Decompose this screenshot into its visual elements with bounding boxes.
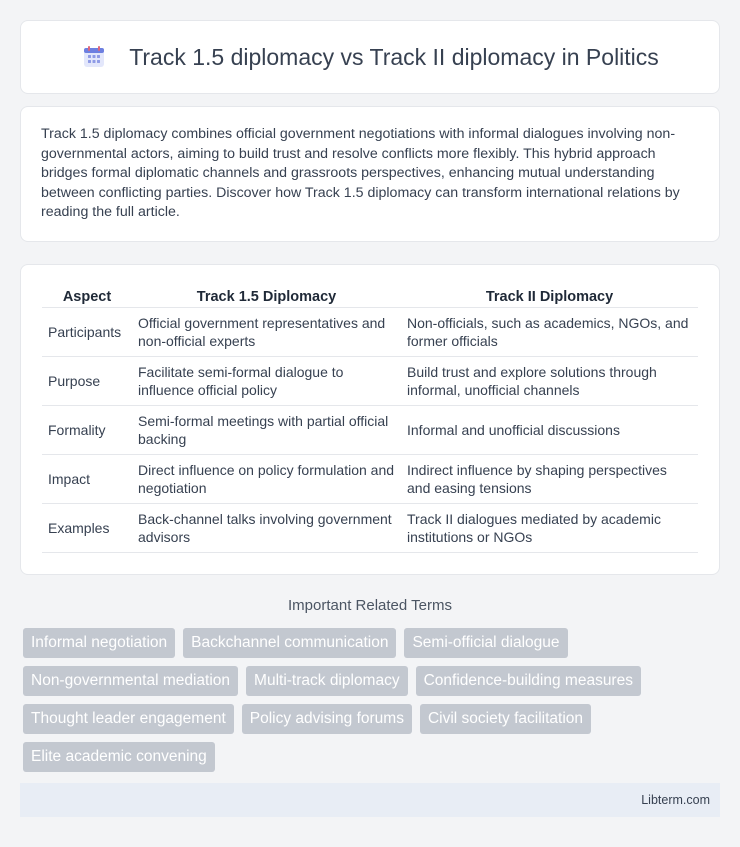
comparison-table-card (20, 264, 720, 575)
related-term-tag[interactable]: Informal negotiation (23, 628, 175, 658)
page-title: Track 1.5 diplomacy vs Track II diplomacy in Politics (129, 43, 659, 70)
table-cell: Non-officials, such as academics, NGOs, and former officials (401, 308, 698, 357)
table-cell: Official government representatives and non-official experts (132, 308, 401, 357)
table-row (42, 504, 698, 553)
table-cell: Direct influence on policy formulation and negotiation (132, 455, 401, 504)
related-term-tag[interactable]: Elite academic convening (23, 742, 215, 772)
table-cell: Track II dialogues mediated by academic institutions or NGOs (401, 504, 698, 553)
related-term-tag[interactable]: Policy advising forums (242, 704, 412, 734)
related-term-tag[interactable]: Thought leader engagement (23, 704, 234, 734)
related-term-tag[interactable]: Confidence-building measures (416, 666, 641, 696)
description-card (20, 106, 720, 242)
column-header: Aspect (42, 285, 132, 308)
table-cell: Semi-formal meetings with partial official backing (132, 406, 401, 455)
table-row (42, 308, 698, 357)
related-term-tag[interactable]: Multi-track diplomacy (246, 666, 408, 696)
table-row (42, 406, 698, 455)
table-cell-aspect: Purpose (42, 357, 132, 406)
related-term-tag[interactable]: Non-governmental mediation (23, 666, 238, 696)
table-cell-aspect: Participants (42, 308, 132, 357)
table-cell: Back-channel talks involving government advisors (132, 504, 401, 553)
column-header: Track 1.5 Diplomacy (132, 285, 401, 308)
table-header-row (42, 285, 698, 308)
calendar-grid-icon (81, 44, 107, 70)
table-cell: Facilitate semi-formal dialogue to influence official policy (132, 357, 401, 406)
table-row (42, 357, 698, 406)
table-cell-aspect: Impact (42, 455, 132, 504)
table-cell-aspect: Formality (42, 406, 132, 455)
footer-site-link[interactable]: Libterm.com (641, 793, 710, 807)
table-cell-aspect: Examples (42, 504, 132, 553)
table-cell: Indirect influence by shaping perspectives and easing tensions (401, 455, 698, 504)
comparison-table (42, 285, 698, 553)
related-term-tag[interactable]: Semi-official dialogue (404, 628, 567, 658)
related-term-tag[interactable]: Civil society facilitation (420, 704, 591, 734)
table-cell: Informal and unofficial discussions (401, 406, 698, 455)
description-text: Track 1.5 diplomacy combines official government negotiations with informal dialogues involving non-governmental actors, aiming to build trust and resolve conflicts more flexibly. This hybrid approach bridges formal diplomatic channels and grassroots perspectives, enhancing mutual understanding between conflicting parties. Discover how Track 1.5 diplomacy can transform international relations by reading the full article. (41, 126, 680, 220)
footer (20, 783, 720, 817)
related-terms-heading: Important Related Terms (288, 597, 452, 614)
table-row (42, 455, 698, 504)
title-card (20, 20, 720, 94)
related-term-tag[interactable]: Backchannel communication (183, 628, 396, 658)
related-terms-list (23, 628, 723, 772)
table-cell: Build trust and explore solutions through informal, unofficial channels (401, 357, 698, 406)
column-header: Track II Diplomacy (401, 285, 698, 308)
